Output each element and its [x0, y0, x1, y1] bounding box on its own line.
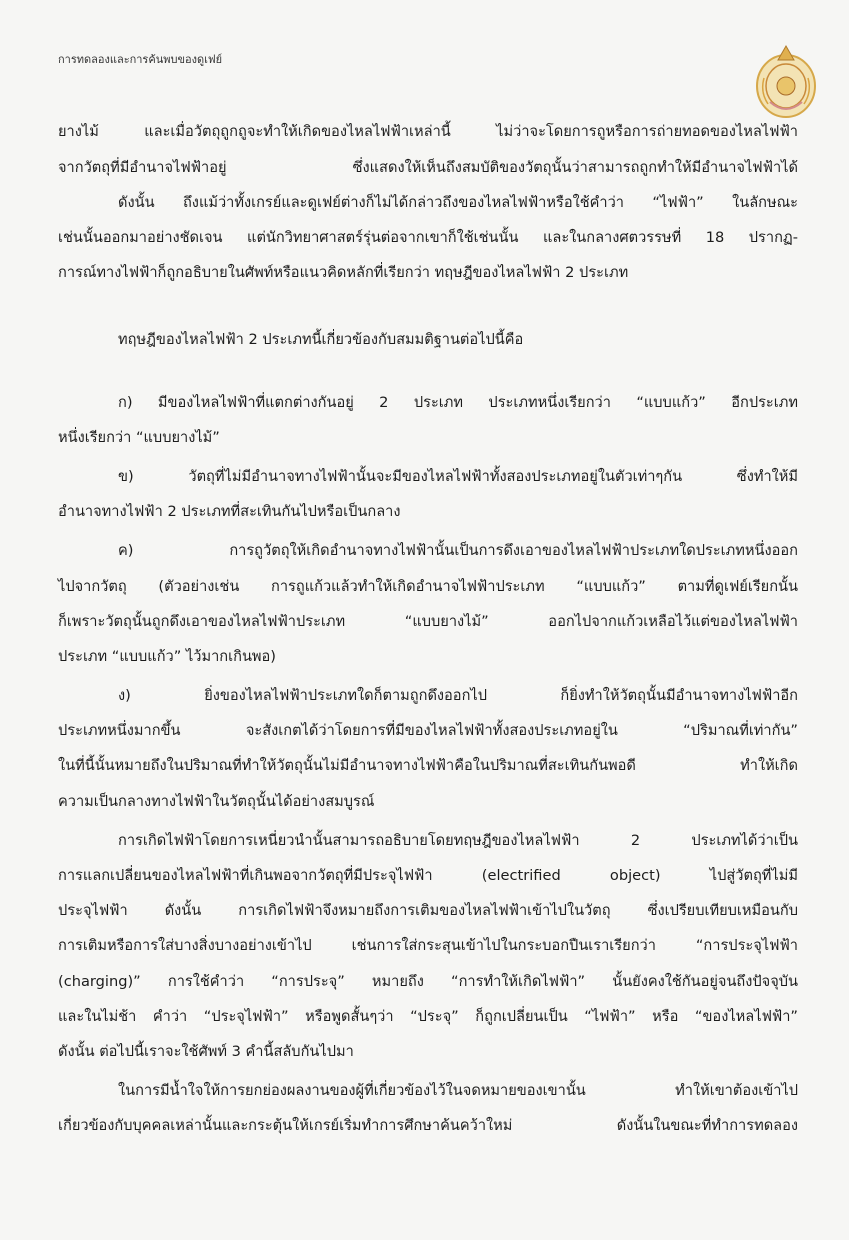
- text-line: หนึ่งเรียกว่า “แบบยางไม้”: [58, 429, 220, 446]
- text-line: เช่นนั้นออกมาอย่างชัดเจน แต่นักวิทยาศาสตร์รุ่นต่อจากเขาก็ใช้เช่นนั้น และในกลางศตวรรษที่ 18 ปรากฏ-: [58, 229, 798, 246]
- text-line: ยางไม้ และเมื่อวัตถุถูกถูจะทำให้เกิดของไหลไฟฟ้าเหล่านี้ ไม่ว่าจะโดยการถูหรือการถ่ายทอดของไหลไฟฟ้า: [58, 123, 798, 140]
- text-line: ในการมีน้ำใจให้การยกย่องผลงานของผู้ที่เกี่ยวข้องไว้ในจดหมายของเขานั้น ทำให้เขาต้องเข้าไป: [118, 1082, 798, 1099]
- text-line: ง) ยิ่งของไหลไฟฟ้าประเภทใดก็ตามถูกดึงออกไป ก็ยิ่งทำให้วัตถุนั้นมีอำนาจทางไฟฟ้าอีก: [118, 687, 798, 704]
- text-line: ดังนั้น ถึงแม้ว่าทั้งเกรย์และดูเฟย์ต่างก็ไม่ได้กล่าวถึงของไหลไฟฟ้าหรือใช้คำว่า “ไฟฟ้า” ในลักษณะ: [118, 194, 798, 211]
- text-line: เกี่ยวข้องกับบุคคลเหล่านั้นและกระตุ้นให้เกรย์เริ่มทำการศึกษาค้นคว้าใหม่ ดังนั้นในขณะที่ทำการทดลอง: [58, 1117, 798, 1134]
- text-line: ก) มีของไหลไฟฟ้าที่แตกต่างกันอยู่ 2 ประเภท ประเภทหนึ่งเรียกว่า “แบบแก้ว” อีกประเภท: [118, 394, 798, 411]
- text-line: และในไม่ช้า คำว่า “ประจุไฟฟ้า” หรือพูดสั้นๆว่า “ประจุ” ก็ถูกเปลี่ยนเป็น “ไฟฟ้า” หรือ “ของไหลไฟฟ้า”: [58, 1008, 798, 1025]
- text-line: ประเภทหนึ่งมากขึ้น จะสังเกตได้ว่าโดยการที่มีของไหลไฟฟ้าทั้งสองประเภทอยู่ใน “ปริมาณที่เท่ากัน”: [58, 722, 798, 739]
- text-line: ไปจากวัตถุ (ตัวอย่างเช่น การถูแก้วแล้วทำให้เกิดอำนาจไฟฟ้าประเภท “แบบแก้ว” ตามที่ดูเฟย์เรียกนั้น: [58, 578, 798, 595]
- text-line: ค) การถูวัตถุให้เกิดอำนาจทางไฟฟ้านั้นเป็นการดึงเอาของไหลไฟฟ้าประเภทใดประเภทหนึ่งออก: [118, 542, 798, 559]
- text-line: การเติมหรือการใส่บางสิ่งบางอย่างเข้าไป เช่นการใส่กระสุนเข้าไปในกระบอกปืนเราเรียกว่า “การประจุไฟฟ้า: [58, 937, 798, 954]
- text-line: ประจุไฟฟ้า ดังนั้น การเกิดไฟฟ้าจึงหมายถึงการเติมของไหลไฟฟ้าเข้าไปในวัตถุ ซึ่งเปรียบเทียบเหมือนกับ: [58, 902, 798, 919]
- text-line: ดังนั้น ต่อไปนี้เราจะใช้ศัพท์ 3 คำนี้สลับกันไปมา: [58, 1043, 354, 1060]
- text-line: ความเป็นกลางทางไฟฟ้าในวัตถุนั้นได้อย่างสมบูรณ์: [58, 793, 375, 810]
- running-title: การทดลองและการค้นพบของดูเฟย์: [58, 53, 223, 66]
- text-line: การณ์ทางไฟฟ้าก็ถูกอธิบายในศัพท์หรือแนวคิดหลักที่เรียกว่า ทฤษฎีของไหลไฟฟ้า 2 ประเภท: [58, 264, 629, 281]
- text-line: ในที่นี้นั้นหมายถึงในปริมาณที่ทำให้วัตถุนั้นไม่มีอำนาจทางไฟฟ้าคือในปริมาณที่สะเทินกันพอดี ทำให้เกิด: [58, 757, 798, 774]
- text-line: ก็เพราะวัตถุนั้นถูกดึงเอาของไหลไฟฟ้าประเภท “แบบยางไม้” ออกไปจากแก้วเหลือไว้แต่ของไหลไฟฟ้า: [58, 613, 798, 630]
- seal-emblem-icon: [750, 42, 822, 120]
- text-line: ประเภท “แบบแก้ว” ไว้มากเกินพอ): [58, 648, 277, 665]
- text-line: การแลกเปลี่ยนของไหลไฟฟ้าที่เกินพอจากวัตถุที่มีประจุไฟฟ้า (electrified object) ไปสู่วัตถุที่ไม่มี: [58, 867, 798, 884]
- text-line: ทฤษฎีของไหลไฟฟ้า 2 ประเภทนี้เกี่ยวข้องกับสมมติฐานต่อไปนี้คือ: [118, 331, 524, 348]
- text-line: อำนาจทางไฟฟ้า 2 ประเภทที่สะเทินกันไปหรือเป็นกลาง: [58, 503, 401, 520]
- text-line: ข) วัตถุที่ไม่มีอำนาจทางไฟฟ้านั้นจะมีของไหลไฟฟ้าทั้งสองประเภทอยู่ในตัวเท่าๆกัน ซึ่งทำให้มี: [118, 468, 798, 485]
- text-line: จากวัตถุที่มีอำนาจไฟฟ้าอยู่ ซึ่งแสดงให้เห็นถึงสมบัติของวัตถุนั้นว่าสามารถถูกทำให้มีอำนาจไฟฟ้าได้: [58, 159, 798, 176]
- text-line: (charging)” การใช้คำว่า “การประจุ” หมายถึง “การทำให้เกิดไฟฟ้า” นั้นยังคงใช้กันอยู่จนถึงปัจจุบัน: [58, 973, 798, 990]
- text-line: การเกิดไฟฟ้าโดยการเหนี่ยวนำนั้นสามารถอธิบายโดยทฤษฎีของไหลไฟฟ้า 2 ประเภทได้ว่าเป็น: [118, 832, 798, 849]
